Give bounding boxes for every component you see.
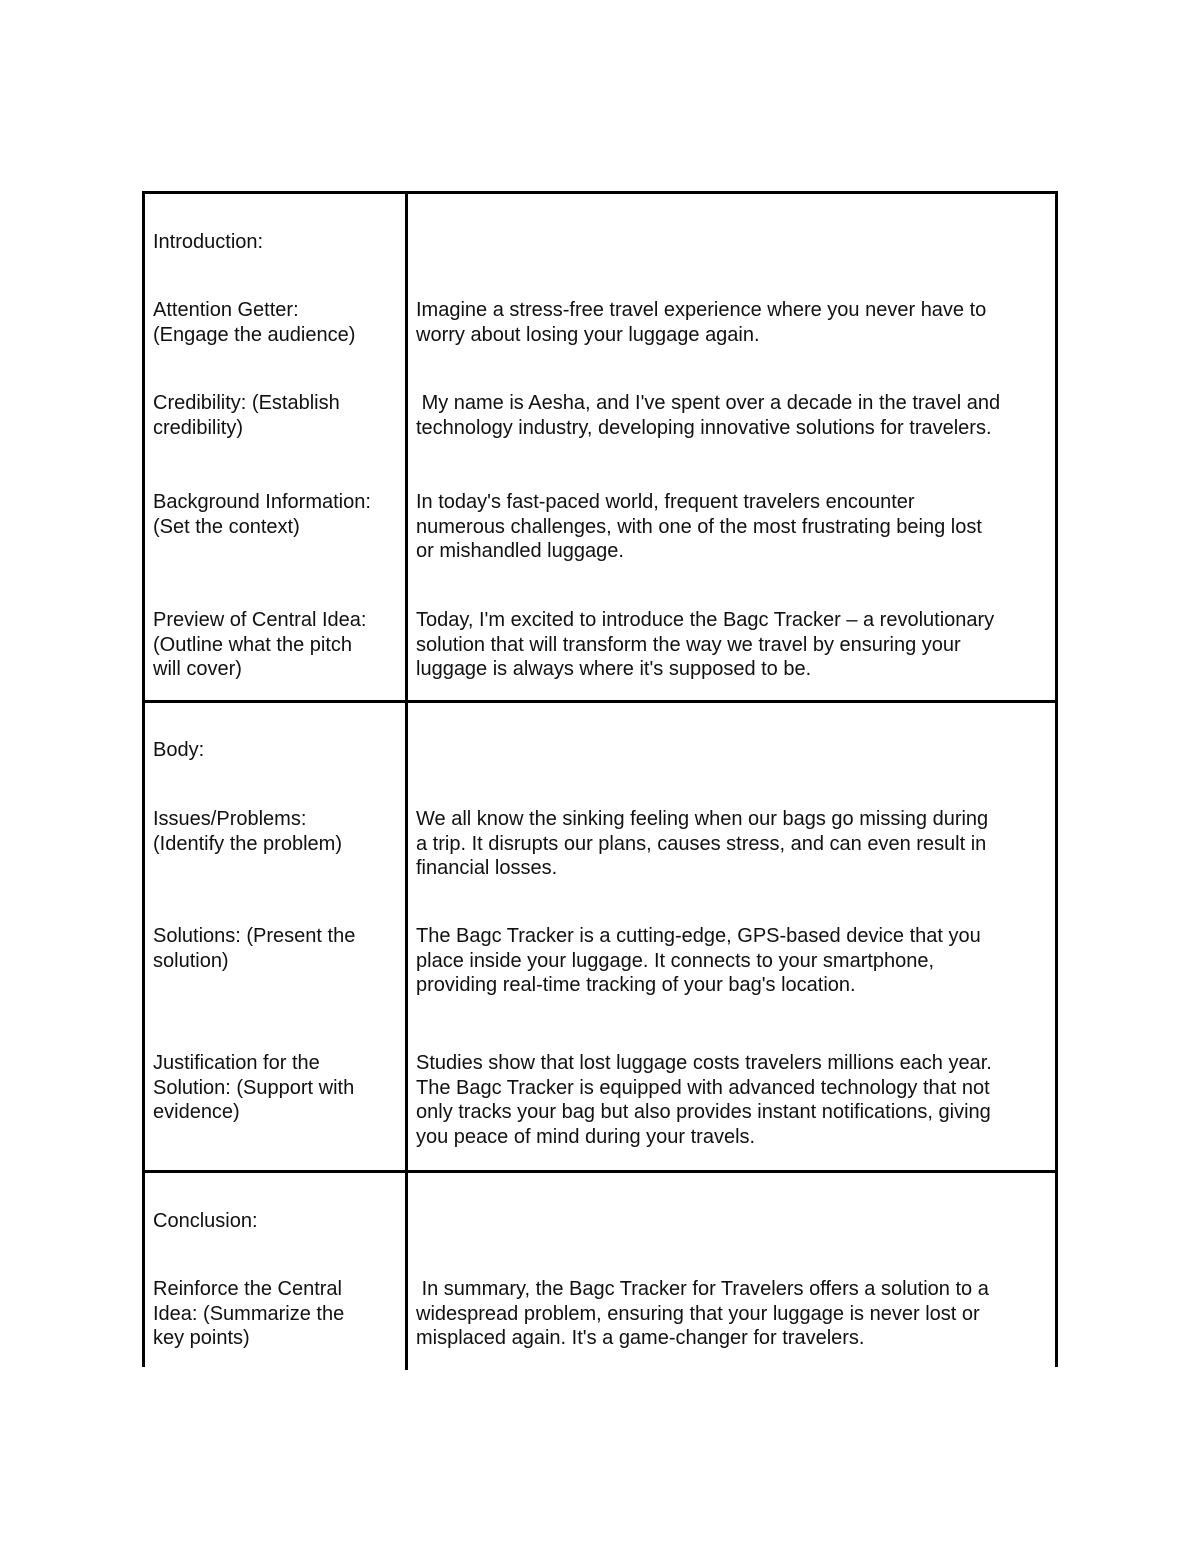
section-body	[145, 700, 1055, 1170]
row-content-credibility: My name is Aesha, and I've spent over a decade in the travel and technology industry, developing innovative solutions for travelers.	[416, 392, 1001, 439]
row-content-justification: Studies show that lost luggage costs travelers millions each year. The Bagc Tracker is equipped with advanced technology that not only tracks your bag but also provides instant notifications, giving you peace of mind during your travels.	[416, 1052, 992, 1148]
row-content-attention-getter: Imagine a stress-free travel experience where you never have to worry about losing your luggage again.	[416, 299, 987, 346]
column-divider	[405, 194, 408, 703]
row-content-solutions: The Bagc Tracker is a cutting-edge, GPS-based device that you place inside your luggage. It connects to your smartphone, providing real-time tracking of your bag's location.	[416, 925, 981, 996]
row-label-preview-central-idea: Preview of Central Idea: (Outline what the pitch will cover)	[153, 609, 367, 680]
section-conclusion	[145, 1170, 1055, 1370]
row-content-background-information: In today's fast-paced world, frequent travelers encounter numerous challenges, with one of the most frustrating being lost or mishandled luggage.	[416, 491, 982, 562]
section-introduction	[145, 194, 1055, 703]
row-content-preview-central-idea: Today, I'm excited to introduce the Bagc Tracker – a revolutionary solution that will transform the way we travel by ensuring your luggage is always where it's supposed to be.	[416, 609, 995, 680]
row-label-credibility: Credibility: (Establish credibility)	[153, 392, 340, 439]
row-label-reinforce-central-idea: Reinforce the Central Idea: (Summarize the key points)	[153, 1278, 345, 1349]
row-label-justification: Justification for the Solution: (Support with evidence)	[153, 1052, 355, 1123]
row-content-reinforce-central-idea: In summary, the Bagc Tracker for Travelers offers a solution to a widespread problem, ensuring that your luggage is never lost or misplaced again. It's a game-changer for travelers.	[416, 1278, 989, 1349]
row-label-attention-getter: Attention Getter: (Engage the audience)	[153, 299, 356, 346]
section-heading-body: Body:	[153, 739, 205, 761]
row-label-issues-problems: Issues/Problems: (Identify the problem)	[153, 808, 342, 855]
row-label-background-information: Background Information: (Set the context)	[153, 491, 371, 538]
section-heading-introduction: Introduction:	[153, 231, 264, 253]
row-label-solutions: Solutions: (Present the solution)	[153, 925, 356, 972]
column-divider	[405, 1173, 408, 1370]
speech-outline-table	[142, 191, 1058, 1367]
section-heading-conclusion: Conclusion:	[153, 1210, 258, 1232]
column-divider	[405, 703, 408, 1170]
row-content-issues-problems: We all know the sinking feeling when our bags go missing during a trip. It disrupts our plans, causes stress, and can even result in financial losses.	[416, 808, 989, 879]
